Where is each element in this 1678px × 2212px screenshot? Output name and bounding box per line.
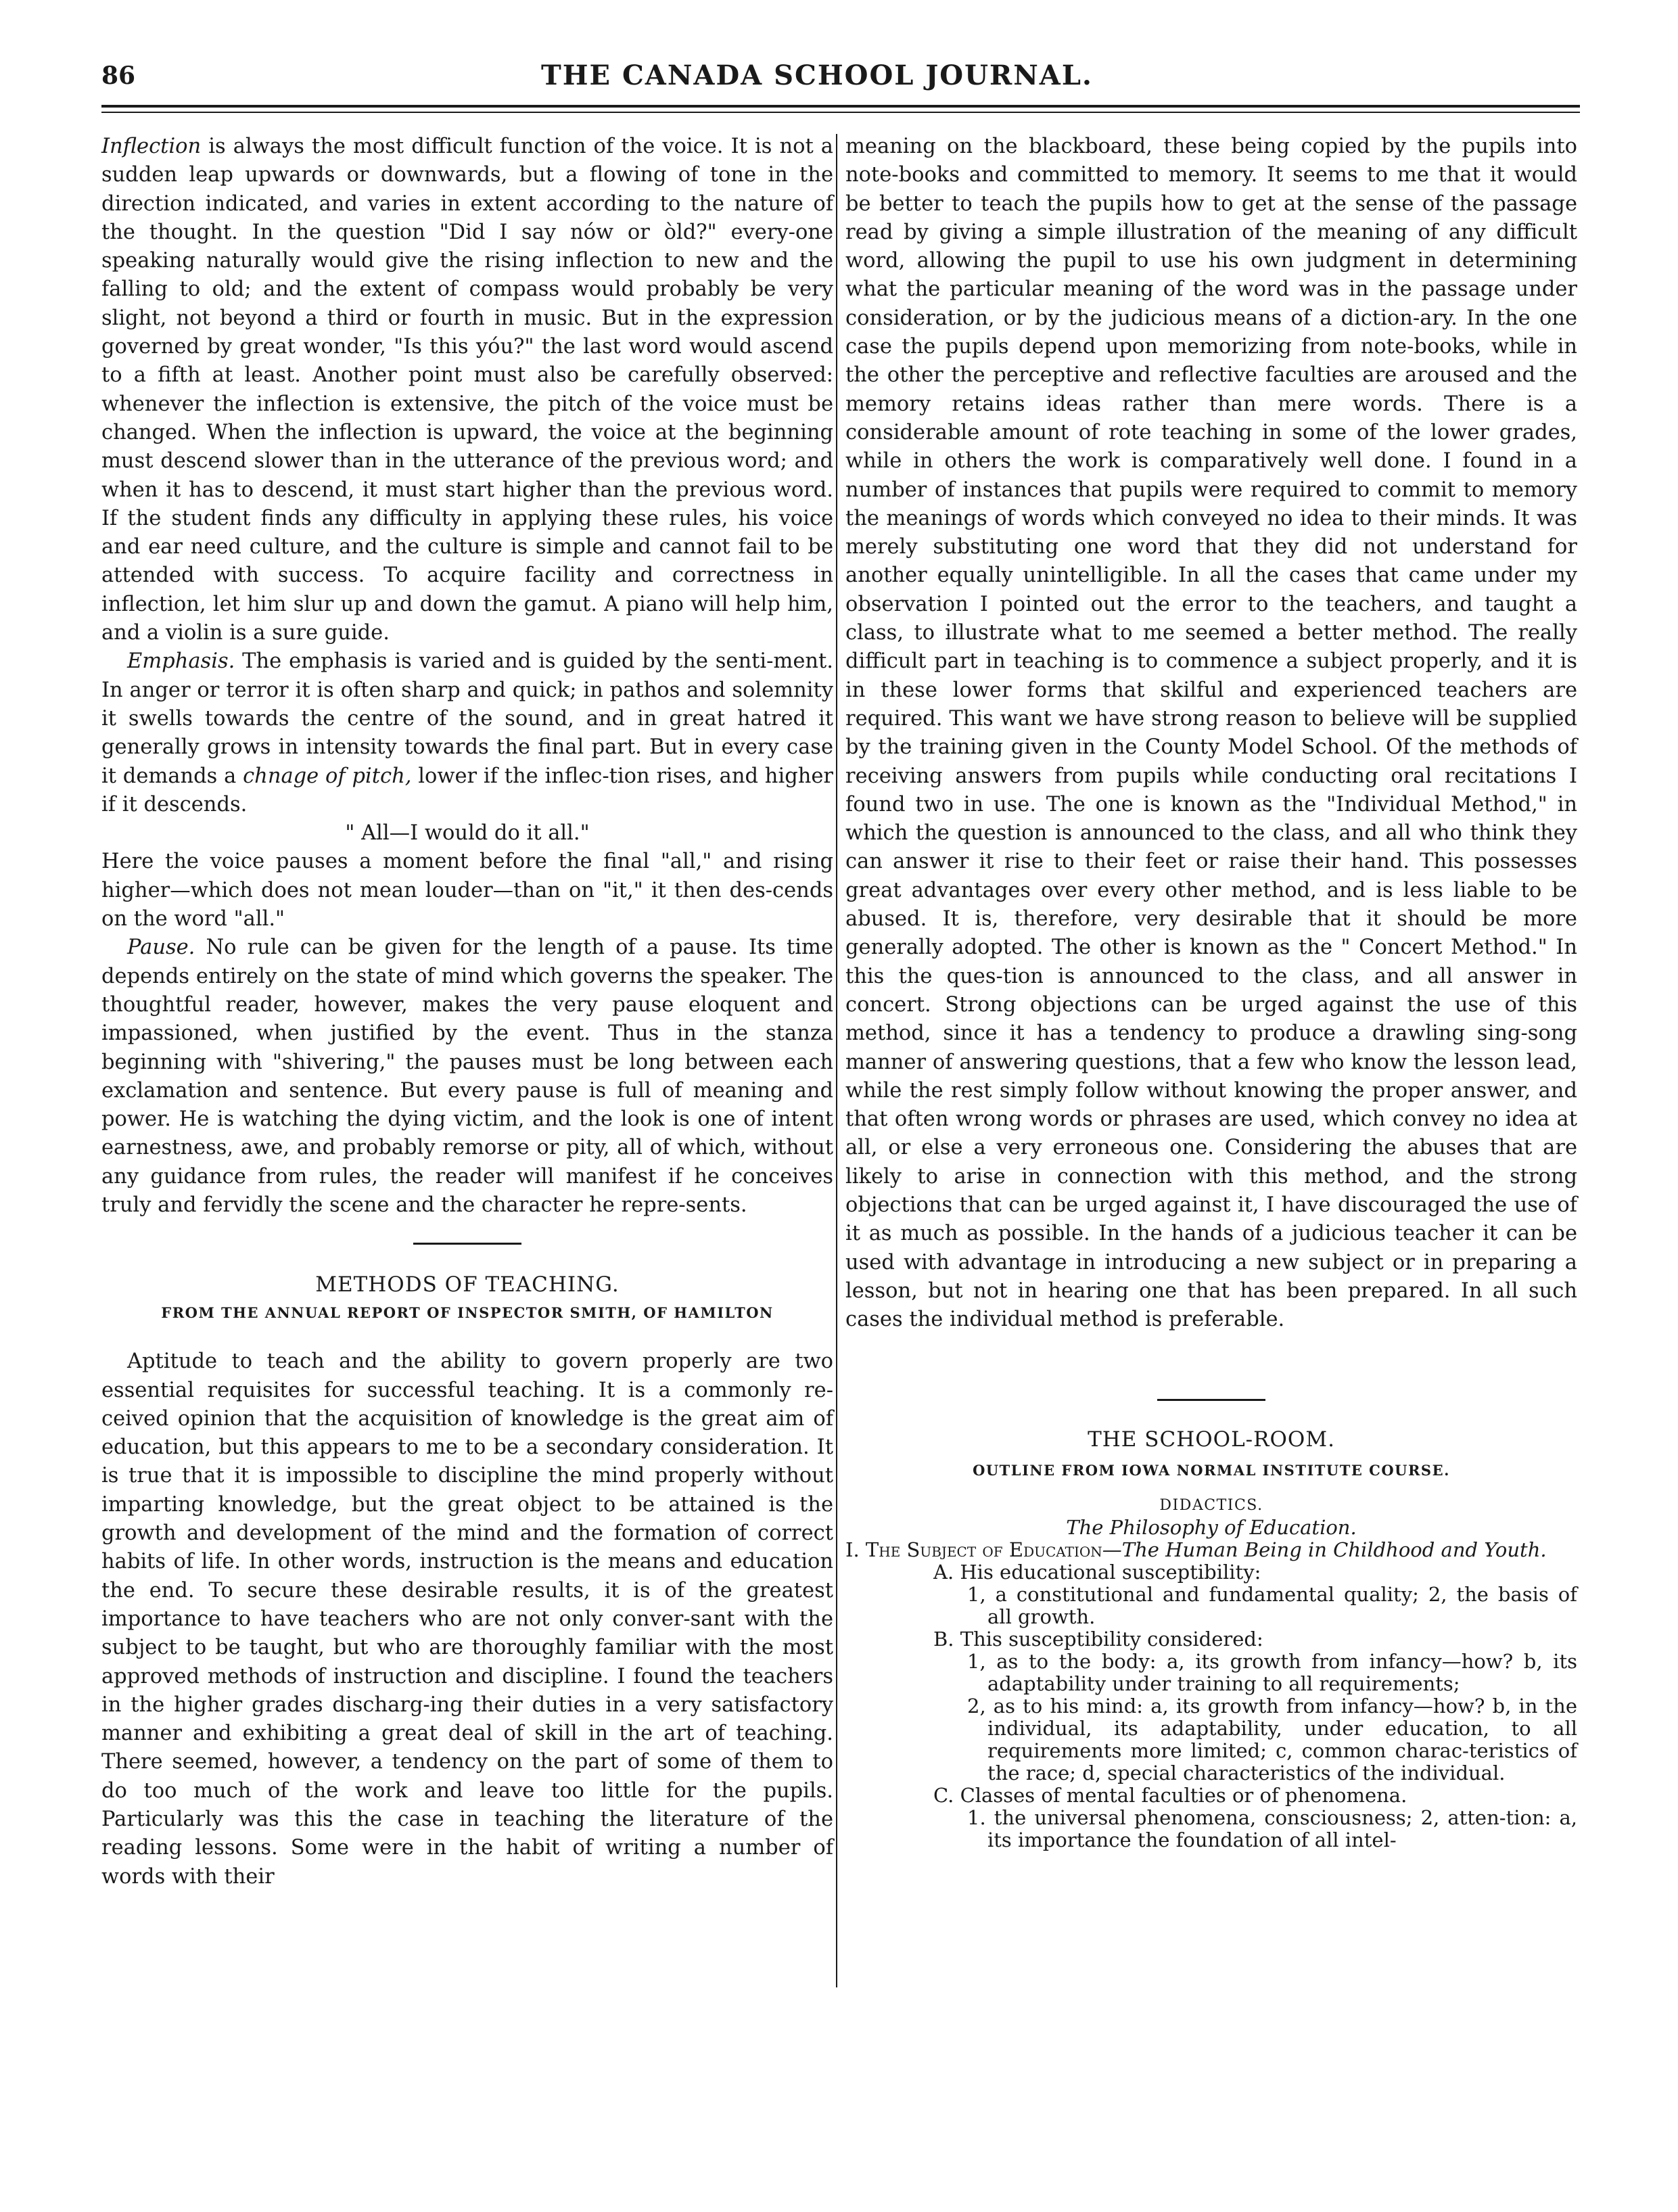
emphasis-lead: Emphasis.	[127, 649, 235, 674]
methods-title: METHODS OF TEACHING.	[315, 1272, 620, 1297]
emphasis-em: chnage of pitch,	[243, 764, 412, 788]
outline-item-b-1: 1, as to the body: a, its growth from infancy—how? b, its adaptability under training to all requirements;	[967, 1650, 1577, 1696]
header-rule-thin	[101, 112, 1580, 113]
right-column	[845, 133, 1577, 1851]
outline-item-b-2: 2, as to his mind: a, its growth from infancy—how? b, in the individual, its adaptability, under education, to all requirements more limited; c, common charac-teristics of the race; d, special characteristics of the individual.	[967, 1695, 1577, 1785]
pause-paragraph	[101, 934, 833, 1220]
pause-lead: Pause.	[127, 936, 195, 960]
left-column	[101, 133, 833, 1891]
outline-item-i	[845, 1539, 1577, 1561]
outline-item-i-num: I.	[845, 1538, 860, 1562]
outline-item-i-lead: The Subject of Education	[865, 1538, 1102, 1562]
outline-item-a: A. His educational susceptibility:	[933, 1561, 1261, 1584]
journal-title: THE CANADA SCHOOL JOURNAL.	[541, 60, 1093, 91]
outline-item-i-em: —The Human Being in Childhood and Youth.	[1102, 1538, 1547, 1562]
outline-item-c-1: 1. the universal phenomena, consciousness; 2, atten-tion: a, its importance the foundation of all intel-	[967, 1806, 1577, 1852]
philosophy-heading: The Philosophy of Education.	[1066, 1516, 1357, 1540]
outline-item-b: B. This susceptibility considered:	[933, 1628, 1263, 1651]
outline-item-c: C. Classes of mental faculties or of phenomena.	[933, 1784, 1407, 1807]
methods-continuation: meaning on the blackboard, these being copied by the pupils into note-books and committed to memory. It seems to me that it would be better to teach the pupils how to get at the sense of the passage read by giving a simple illustration of the meaning of any difficult word, allowing the pupil to use his own judgment in determining what the particular meaning of the word was in the passage under consideration, or by the judicious means of a diction-ary. In the one case the pupils depend upon memorizing from note-books, while in the other the perceptive and reflective faculties are aroused and the memory retains ideas rather than mere words. There is a considerable amount of rote teaching in some of the lower grades, while in others the work is comparatively well done. I found in a number of instances that pupils were required to commit to memory the meanings of words which conveyed no idea to their minds. It was merely substituting one word that they did not understand for another equally unintelligible. In all the cases that came under my observation I pointed out the error to the teachers, and taught a class, to illustrate what to me seemed a better method. The really difficult part in teaching is to commence a subject properly, and it is in these lower forms that skilful and experienced teachers are required. This want we have strong reason to believe will be supplied by the training given in the County Model School. Of the methods of receiving answers from pupils while conducting oral recitations I found two in use. The one is known as the "Individual Method," in which the question is announced to the class, and all who think they can answer it rise to their feet or raise their hand. This possesses great advantages over every other method, and is less liable to be abused. It is, therefore, very desirable that it should be more generally adopted. The other is known as the " Concert Method." In this the ques-tion is announced to the class, and all answer in concert. Strong objections can be urged against the use of this method, since it has a tendency to produce a drawling sing-song manner of answering questions, that a few who know the lesson lead, while the rest simply follow without knowing the proper answer, and that often wrong words or phrases are used, which convey no idea at all, or else a very erroneous one. Considering the abuses that are likely to arise in connection with this method, and the strong objections that can be urged against it, I have discouraged the use of it as much as possible. In the hands of a judicious teacher it can be used with advantage in introducing a new subject or in preparing a lesson, but not in hearing one that has been prepared. In all such cases the individual method is preferable.	[845, 135, 1577, 1332]
outline	[845, 1494, 1577, 1851]
schoolroom-subtitle: OUTLINE FROM IOWA NORMAL INSTITUTE COURSE.	[973, 1462, 1450, 1479]
emphasis-after: Here the voice pauses a moment before the final "all," and rising higher—which does not mean louder—than on "it," it then des-cends on the word "all."	[101, 850, 833, 931]
page-number: 86	[101, 62, 136, 90]
emphasis-text-a: The emphasis is varied and is guided by the senti-ment. In anger or terror it is often sharp and quick; in pathos and solemnity it swells towards the centre of the sound, and in great hatred it generally grows in intensity towards the final part. But in every case it demands a	[101, 649, 833, 788]
emphasis-quote: " All—I would do it all."	[345, 821, 590, 846]
inflection-lead: Inflection	[101, 135, 202, 158]
inflection-paragraph	[101, 133, 833, 647]
emphasis-paragraph	[101, 647, 833, 819]
emphasis-text-b: lower if the inflec-tion rises, and higher if it descends.	[101, 764, 834, 816]
outline-item-a-1: 1, a constitutional and fundamental quality; 2, the basis of all growth.	[967, 1583, 1577, 1629]
column-divider	[836, 134, 837, 1987]
inflection-text: is always the most difficult function of the voice. It is not a sudden leap upwards or downwards, but a flowing of tone in the direction indicated, and varies in extent according to the nature of the thought. In the question "Did I say nów or òld?" every-one speaking naturally would give the rising inflection to new and the falling to old; and the extent of compass would probably be very slight, not beyond a third or fourth in music. But in the expression governed by great wonder, "Is this yóu?" the last word would ascend to a fifth at least. Another point must also be carefully observed: whenever the inflection is extensive, the pitch of the voice must be changed. When the inflection is upward, the voice at the beginning must descend slower than in the utterance of the previous word; and when it has to descend, it must start higher than the previous word. If the student finds any difficulty in applying these rules, his voice and ear need culture, and the culture is simple and cannot fail to be attended with success. To acquire facility and correctness in inflection, let him slur up and down the gamut. A piano will help him, and a violin is a sure guide.	[101, 135, 833, 645]
methods-paragraph: Aptitude to teach and the ability to govern properly are two essential requisites for successful teaching. It is a commonly re-ceived opinion that the acquisition of knowledge is the great aim of education, but this appears to me to be a secondary consideration. It is true that it is impossible to discipline the mind properly without imparting knowledge, but the great object to be attained is the growth and development of the mind and the formation of correct habits of life. In other words, instruction is the means and education the end. To secure these desirable results, it is of the greatest importance to have teachers who are not only conver-sant with the subject to be taught, but who are thoroughly familiar with the most approved methods of instruction and discipline. I found the teachers in the higher grades discharg-ing their duties in a very satisfactory manner and exhibiting a great deal of skill in the art of teaching. There seemed, however, a tendency on the part of some of them to do too much of the work and leave too little for the pupils. Particularly was this the case in teaching the literature of the reading lessons. Some were in the habit of writing a number of words with their	[101, 1350, 833, 1889]
header-rule	[101, 105, 1580, 108]
pause-text: No rule can be given for the length of a pause. Its time depends entirely on the state of mind which governs the speaker. The thoughtful reader, however, makes the very pause eloquent and impassioned, when justified by the event. Thus in the stanza beginning with "shivering," the pauses must be long between each exclamation and sentence. But every pause is full of meaning and power. He is watching the dying victim, and the look is one of intent earnestness, awe, and probably remorse or pity, all of which, without any guidance from rules, the reader will manifest if he conceives truly and fervidly the scene and the character he repre-sents.	[101, 936, 833, 1217]
didactics-heading: DIDACTICS.	[1159, 1497, 1263, 1515]
methods-subtitle: FROM THE ANNUAL REPORT OF INSPECTOR SMITH, OF HAMILTON	[161, 1304, 774, 1322]
schoolroom-title: THE SCHOOL-ROOM.	[1088, 1427, 1335, 1452]
